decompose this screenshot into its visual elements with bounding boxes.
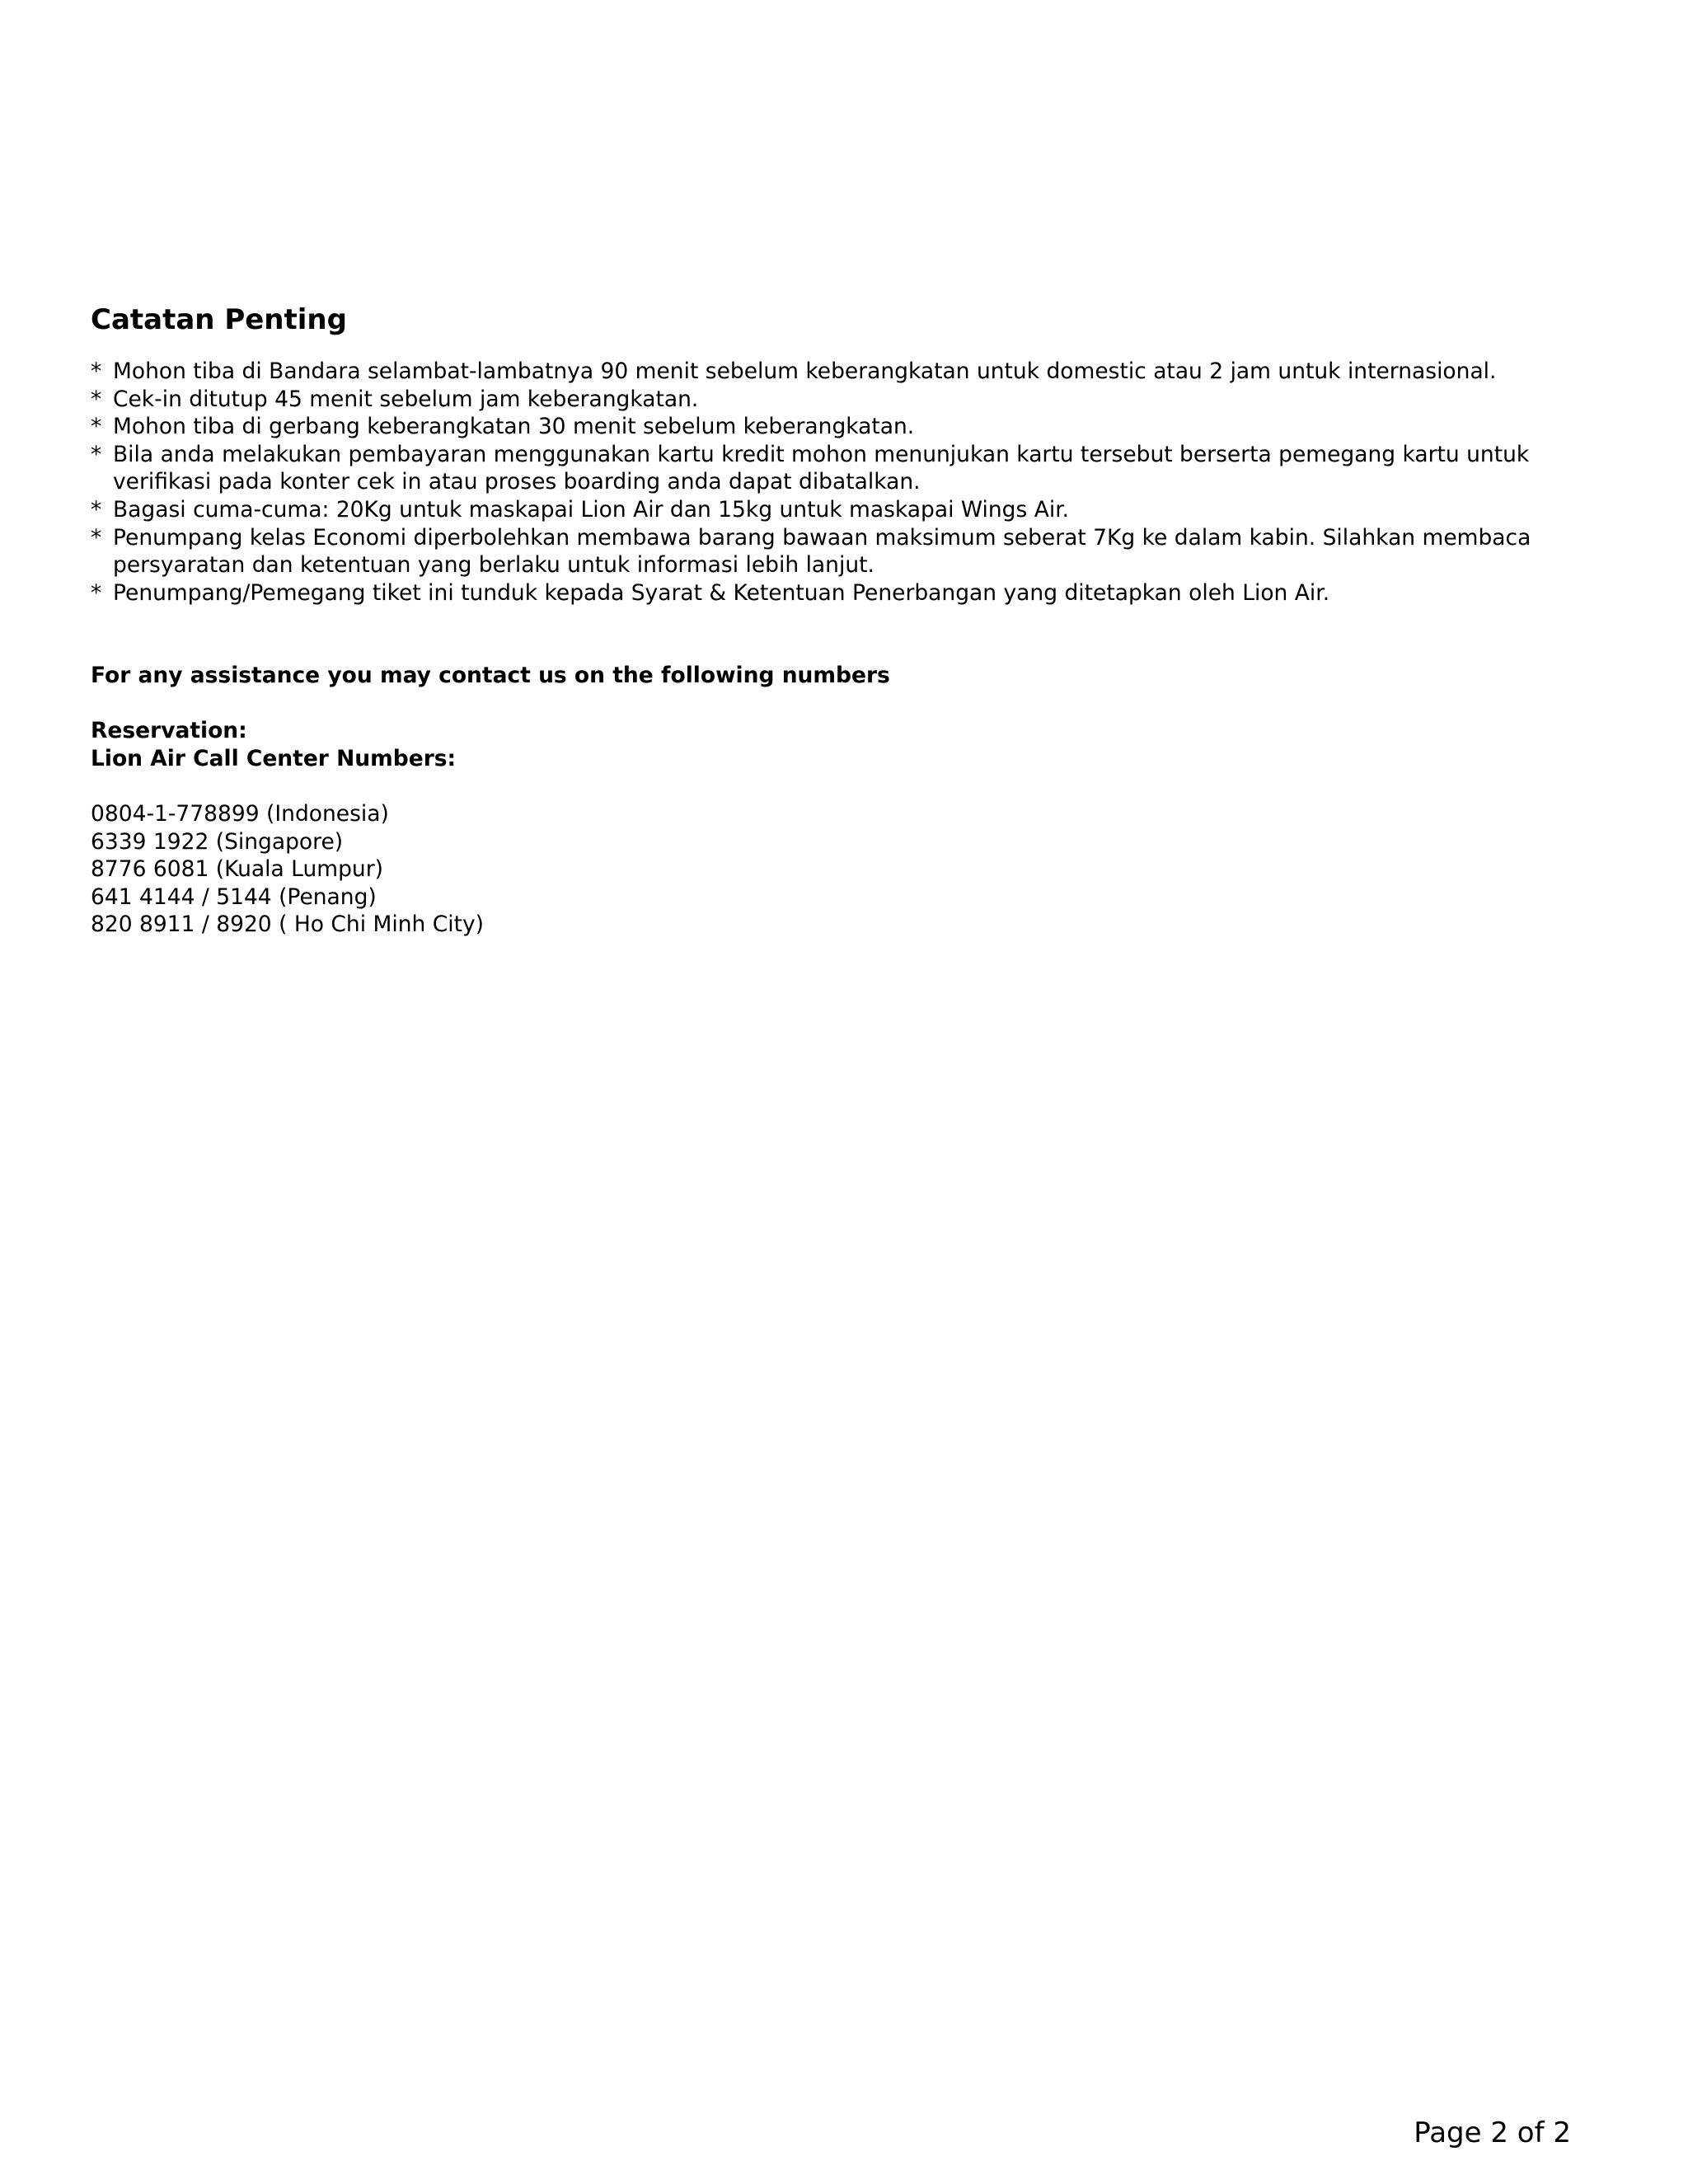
note-item bbox=[91, 358, 1574, 386]
spacer bbox=[91, 690, 890, 718]
note-text: Penumpang/Pemegang tiket ini tunduk kepada Syarat & Ketentuan Penerbangan yang ditetapkan oleh Lion Air. bbox=[113, 579, 1330, 606]
note-item bbox=[91, 386, 1574, 414]
note-bullet: * bbox=[91, 386, 102, 412]
page-number: Page 2 of 2 bbox=[1414, 2116, 1571, 2149]
phone-number-ho-chi-minh: 820 8911 / 8920 ( Ho Chi Minh City) bbox=[91, 912, 485, 938]
reservation-label: Reservation: bbox=[91, 718, 247, 744]
phone-number-kuala-lumpur: 8776 6081 (Kuala Lumpur) bbox=[91, 856, 383, 883]
note-item bbox=[91, 441, 1574, 496]
phone-number-penang: 641 4144 / 5144 (Penang) bbox=[91, 883, 377, 910]
note-bullet: * bbox=[91, 441, 102, 467]
note-text-continued: verifikasi pada konter cek in atau proses boarding anda dapat dibatalkan. bbox=[113, 469, 921, 495]
note-text: Mohon tiba di gerbang keberangkatan 30 menit sebelum keberangkatan. bbox=[113, 414, 915, 440]
note-bullet: * bbox=[91, 496, 102, 523]
note-text: Bila anda melakukan pembayaran menggunakan kartu kredit mohon menunjukan kartu tersebut berserta pemegang kartu untuk bbox=[113, 441, 1530, 467]
important-notes-list bbox=[91, 358, 1574, 607]
phone-number-singapore: 6339 1922 (Singapore) bbox=[91, 828, 344, 855]
phone-number-indonesia: 0804-1-778899 (Indonesia) bbox=[91, 800, 389, 827]
note-text: Bagasi cuma-cuma: 20Kg untuk maskapai Lion Air dan 15kg untuk maskapai Wings Air. bbox=[113, 496, 1070, 523]
note-bullet: * bbox=[91, 579, 102, 606]
note-bullet: * bbox=[91, 359, 102, 384]
important-notes-title: Catatan Penting bbox=[91, 303, 347, 336]
note-item bbox=[91, 413, 1574, 441]
note-text: Penumpang kelas Economi diperbolehkan membawa barang bawaan maksimum seberat 7Kg ke dalam kabin. Silahkan membaca bbox=[113, 524, 1531, 551]
note-bullet: * bbox=[91, 524, 102, 551]
call-center-label: Lion Air Call Center Numbers: bbox=[91, 745, 457, 771]
contact-section bbox=[91, 662, 890, 939]
note-text: Cek-in ditutup 45 menit sebelum jam keberangkatan. bbox=[113, 386, 699, 412]
note-item bbox=[91, 496, 1574, 524]
spacer bbox=[91, 772, 890, 800]
assistance-heading: For any assistance you may contact us on the following numbers bbox=[91, 663, 890, 688]
note-text: Mohon tiba di Bandara selambat-lambatnya 90 menit sebelum keberangkatan untuk domestic atau 2 jam untuk internasional. bbox=[113, 359, 1497, 384]
note-bullet: * bbox=[91, 414, 102, 440]
note-item bbox=[91, 524, 1574, 579]
note-item bbox=[91, 579, 1574, 607]
note-text-continued: persyaratan dan ketentuan yang berlaku untuk informasi lebih lanjut. bbox=[113, 552, 874, 579]
